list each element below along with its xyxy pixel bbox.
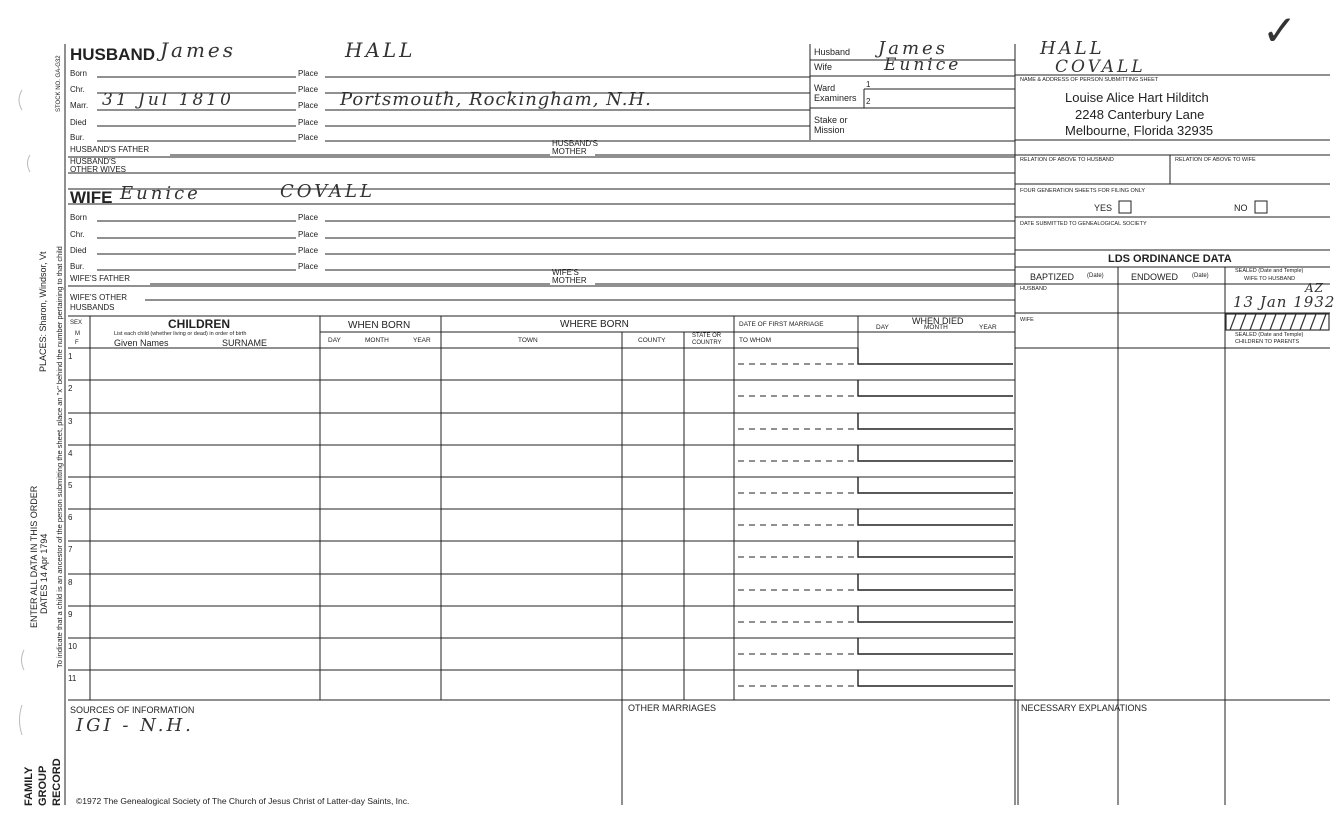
husband-surname[interactable]: HALL bbox=[345, 38, 416, 62]
wife-chr-label: Chr. bbox=[70, 230, 85, 239]
child-row-number: 2 bbox=[68, 384, 73, 393]
stock-number: STOCK NO. GA-G32 bbox=[56, 55, 62, 112]
husband-given-name[interactable]: James bbox=[160, 38, 237, 62]
no-label: NO bbox=[1234, 203, 1248, 213]
wife-father-label: WIFE'S FATHER bbox=[70, 274, 131, 283]
sealed-header-1: SEALED (Date and Temple) bbox=[1235, 268, 1304, 274]
box-husband-label: Husband bbox=[814, 47, 851, 57]
child-row-number: 6 bbox=[68, 513, 73, 522]
marriage-place[interactable]: Portsmouth, Rockingham, N.H. bbox=[340, 89, 652, 110]
enter-all-data-note: ENTER ALL DATA IN THIS ORDER bbox=[29, 485, 39, 628]
wife-died-label: Died bbox=[70, 246, 87, 255]
relation-to-husband-label: RELATION OF ABOVE TO HUSBAND bbox=[1020, 157, 1114, 163]
husband-other-wives-label-1: HUSBAND'S bbox=[70, 157, 116, 166]
sources-label: SOURCES OF INFORMATION bbox=[70, 705, 195, 715]
examiner-2-number: 2 bbox=[866, 97, 871, 106]
child-row-number: 7 bbox=[68, 545, 73, 554]
child-row-number: 3 bbox=[68, 417, 73, 426]
copyright-notice: ©1972 The Genealogical Society of The Church of Jesus Christ of Latter-day Saints, Inc. bbox=[76, 796, 410, 806]
death-date-bracket bbox=[858, 541, 1013, 557]
examiners-label: Examiners bbox=[814, 93, 857, 103]
husband-chr-place-label: Place bbox=[298, 85, 319, 94]
husband-mother-label-1: HUSBAND'S bbox=[552, 139, 598, 148]
lds-husband-row-label: HUSBAND bbox=[1020, 286, 1047, 292]
wife-other-husbands-label-1: WIFE'S OTHER bbox=[70, 293, 128, 302]
check-mark-icon: ✓ bbox=[1262, 6, 1298, 55]
places-order-note: PLACES: Sharon, Windsor, Vt bbox=[38, 251, 48, 372]
submitter-street[interactable]: 2248 Canterbury Lane bbox=[1075, 107, 1205, 122]
wife-surname[interactable]: COVALL bbox=[280, 181, 375, 202]
state-header-1: STATE OR bbox=[692, 333, 722, 339]
husband-died-place-label: Place bbox=[298, 118, 319, 127]
child-row-number: 1 bbox=[68, 352, 73, 361]
husband-father-label: HUSBAND'S FATHER bbox=[70, 145, 150, 154]
husband-born-place-label: Place bbox=[298, 69, 319, 78]
husband-marr-place-label: Place bbox=[298, 101, 319, 110]
death-date-bracket bbox=[858, 574, 1013, 590]
four-generation-label: FOUR GENERATION SHEETS FOR FILING ONLY bbox=[1020, 188, 1146, 194]
wife-died-place-label: Place bbox=[298, 246, 319, 255]
wife-mother-label-2: MOTHER bbox=[552, 276, 587, 285]
wife-chr-place-label: Place bbox=[298, 230, 319, 239]
examiner-1-number: 1 bbox=[866, 80, 871, 89]
submitter-label: NAME & ADDRESS OF PERSON SUBMITTING SHEET bbox=[1020, 77, 1159, 83]
box-wife-surname[interactable]: COVALL bbox=[1055, 57, 1146, 77]
stake-label-2: Mission bbox=[814, 125, 845, 135]
wife-other-husbands-label-2: HUSBANDS bbox=[70, 303, 115, 312]
child-row-number: 11 bbox=[68, 674, 77, 683]
husband-born-label: Born bbox=[70, 69, 87, 78]
form-title-record: RECORD bbox=[51, 758, 63, 806]
submitter-name[interactable]: Louise Alice Hart Hilditch bbox=[1065, 90, 1209, 105]
form-title-group: GROUP bbox=[37, 765, 49, 806]
sex-header: SEX bbox=[70, 320, 83, 326]
death-date-bracket bbox=[858, 348, 1013, 364]
ancestor-instruction: To indicate that a child is an ancestor of the person submitting the sheet, place an "x" behind the number pertaining to that child bbox=[55, 246, 64, 668]
death-date-bracket bbox=[858, 413, 1013, 429]
sealed-date[interactable]: 13 Jan 1932 bbox=[1233, 293, 1336, 311]
box-wife-given[interactable]: Eunice bbox=[884, 55, 962, 75]
no-checkbox[interactable] bbox=[1255, 201, 1267, 213]
where-born-header: WHERE BORN bbox=[560, 319, 629, 330]
husband-bur-label: Bur. bbox=[70, 133, 85, 142]
box-husband-given[interactable]: James bbox=[878, 38, 948, 59]
child-sealed-header-1: SEALED (Date and Temple) bbox=[1235, 332, 1304, 338]
death-date-bracket bbox=[858, 638, 1013, 654]
surname-header: SURNAME bbox=[222, 338, 268, 348]
form-title-family: FAMILY bbox=[23, 766, 35, 806]
to-whom-header: TO WHOM bbox=[739, 337, 772, 344]
wife-mother-label-1: WIFE'S bbox=[552, 268, 579, 277]
wife-bur-label: Bur. bbox=[70, 262, 85, 271]
date-submitted-label: DATE SUBMITTED TO GENEALOGICAL SOCIETY bbox=[1020, 221, 1147, 227]
child-row-number: 9 bbox=[68, 610, 73, 619]
husband-died-label: Died bbox=[70, 118, 87, 127]
wife-heading: WIFE bbox=[70, 188, 113, 207]
children-instruction: List each child (whether living or dead) in order of birth bbox=[114, 331, 247, 337]
sealed-temple-code[interactable]: AZ bbox=[1305, 281, 1325, 295]
yes-label: YES bbox=[1094, 203, 1113, 213]
town-header: TOWN bbox=[518, 337, 538, 344]
baptized-date-label: (Date) bbox=[1087, 273, 1104, 279]
died-year-header: YEAR bbox=[979, 324, 997, 331]
ward-label: Ward bbox=[814, 83, 836, 93]
husband-bur-place-label: Place bbox=[298, 133, 319, 142]
born-month-header: MONTH bbox=[365, 337, 389, 344]
wife-born-place-label: Place bbox=[298, 213, 319, 222]
endowed-date-label: (Date) bbox=[1192, 273, 1209, 279]
born-year-header: YEAR bbox=[413, 337, 431, 344]
husband-other-wives-label-2: OTHER WIVES bbox=[70, 165, 127, 174]
state-header-2: COUNTRY bbox=[692, 340, 722, 346]
child-row-number: 10 bbox=[68, 642, 77, 651]
born-day-header: DAY bbox=[328, 337, 341, 344]
husband-chr-label: Chr. bbox=[70, 85, 85, 94]
wife-bur-place-label: Place bbox=[298, 262, 319, 271]
sources-value[interactable]: IGI - N.H. bbox=[76, 715, 194, 736]
child-row-number: 4 bbox=[68, 449, 73, 458]
death-date-bracket bbox=[858, 670, 1013, 686]
child-sealed-header-2: CHILDREN TO PARENTS bbox=[1235, 339, 1300, 345]
sealed-header-2: WIFE TO HUSBAND bbox=[1244, 276, 1296, 282]
child-row-number: 5 bbox=[68, 481, 73, 490]
children-heading: CHILDREN bbox=[168, 317, 230, 331]
sex-f-header: F bbox=[75, 340, 79, 346]
other-marriages-label: OTHER MARRIAGES bbox=[628, 703, 717, 713]
box-wife-label: Wife bbox=[814, 62, 832, 72]
baptized-header: BAPTIZED bbox=[1030, 272, 1075, 282]
lds-wife-row-label: WIFE bbox=[1020, 317, 1034, 323]
husband-mother-label-2: MOTHER bbox=[552, 147, 587, 156]
necessary-explanations-label: NECESSARY EXPLANATIONS bbox=[1021, 703, 1148, 713]
marriage-date[interactable]: 31 Jul 1810 bbox=[102, 90, 234, 110]
child-row-number: 8 bbox=[68, 578, 73, 587]
death-date-bracket bbox=[858, 477, 1013, 493]
death-date-bracket bbox=[858, 509, 1013, 525]
box-husband-surname[interactable]: HALL bbox=[1040, 38, 1105, 59]
died-day-header: DAY bbox=[876, 324, 889, 331]
death-date-bracket bbox=[858, 380, 1013, 396]
when-died-header: WHEN DIED bbox=[912, 316, 964, 326]
stake-label-1: Stake or bbox=[814, 115, 848, 125]
endowed-header: ENDOWED bbox=[1131, 272, 1178, 282]
death-date-bracket bbox=[858, 606, 1013, 622]
wife-born-label: Born bbox=[70, 213, 87, 222]
husband-marr-label: Marr. bbox=[70, 101, 89, 110]
lds-ordinance-title: LDS ORDINANCE DATA bbox=[1108, 253, 1232, 265]
died-month-header: MONTH bbox=[924, 324, 948, 331]
first-marriage-header: DATE OF FIRST MARRIAGE bbox=[739, 321, 824, 328]
submitter-city[interactable]: Melbourne, Florida 32935 bbox=[1065, 123, 1214, 138]
husband-heading: HUSBAND bbox=[70, 45, 155, 64]
given-names-header: Given Names bbox=[114, 338, 169, 348]
dates-order-note: DATES 14 Apr 1794 bbox=[39, 533, 49, 614]
death-date-bracket bbox=[858, 445, 1013, 461]
when-born-header: WHEN BORN bbox=[348, 320, 411, 331]
relation-to-wife-label: RELATION OF ABOVE TO WIFE bbox=[1175, 157, 1256, 163]
wife-given-name[interactable]: Eunice bbox=[120, 183, 201, 204]
sex-m-header: M bbox=[75, 331, 80, 337]
yes-checkbox[interactable] bbox=[1119, 201, 1131, 213]
county-header: COUNTY bbox=[638, 337, 666, 344]
